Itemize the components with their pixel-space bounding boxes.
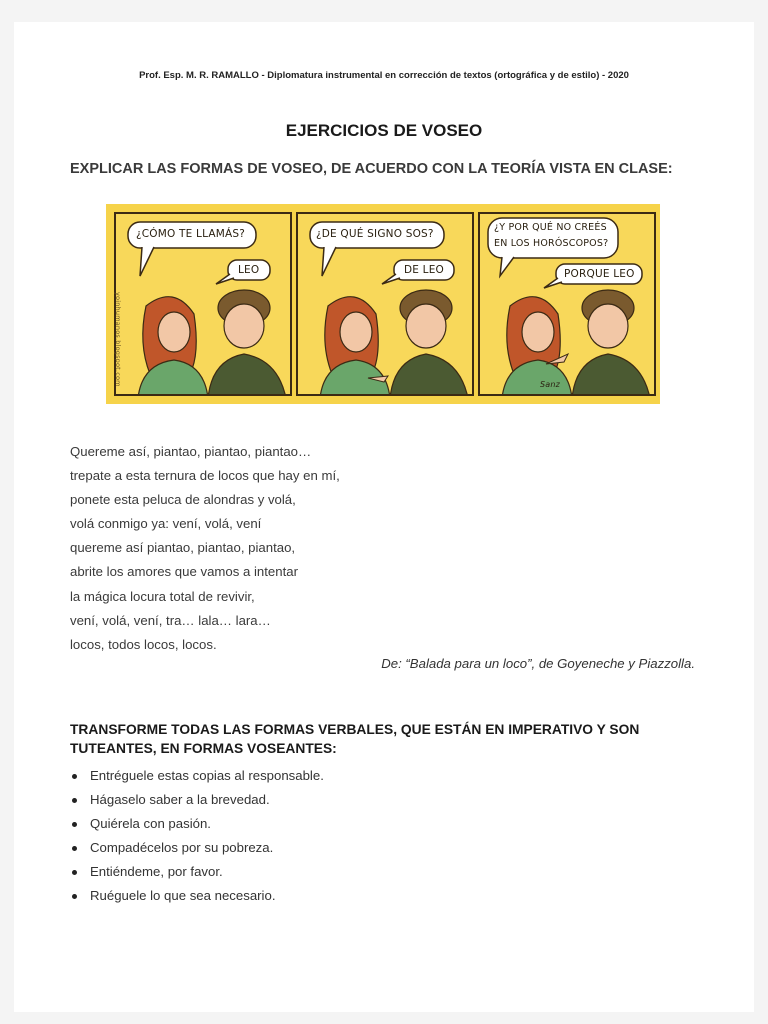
list-item-text: Entréguele estas copias al responsable. — [90, 768, 324, 783]
list-item-text: Quiérela con pasión. — [90, 816, 211, 831]
list-item — [70, 836, 324, 860]
comic-signature: Sanz — [540, 380, 561, 389]
poem-line: la mágica locura total de revivir, — [70, 588, 255, 604]
poem-line: trepate a esta ternura de locos que hay en mí, — [70, 468, 340, 484]
panel-3-answer: PORQUE LEO — [564, 268, 635, 280]
bullet-icon — [72, 870, 77, 875]
poem-line: ponete esta peluca de alondras y volá, — [70, 492, 296, 508]
poem-line: vení, volá, vení, tra… lala… lara… — [70, 612, 271, 628]
comic-panel-1 — [114, 212, 292, 396]
list-item-text: Compadécelos por su pobreza. — [90, 840, 274, 855]
comic-panel-3 — [478, 212, 656, 396]
bullet-icon — [72, 774, 77, 779]
poem-line: locos, todos locos, locos. — [70, 636, 217, 652]
list-item — [70, 860, 324, 884]
transform-heading: TRANSFORME TODAS LAS FORMAS VERBALES, QUE ESTÁN EN IMPERATIVO Y SON TUTEANTES, EN FORMAS VOSEANTES: — [70, 722, 640, 756]
panel-2-question: ¿DE QUÉ SIGNO SOS? — [316, 228, 434, 240]
comic-panel-2-drawing — [298, 214, 474, 396]
poem-block — [70, 440, 340, 657]
panel-1-answer: LEO — [238, 264, 260, 276]
list-item — [70, 812, 324, 836]
panel-2-answer: DE LEO — [404, 264, 445, 276]
panel-3-question-line2: EN LOS HORÓSCOPOS? — [494, 238, 609, 249]
bullet-icon — [72, 894, 77, 899]
poem-line: volá conmigo ya: vení, volá, vení — [70, 516, 262, 532]
list-item — [70, 764, 324, 788]
bullet-icon — [72, 798, 77, 803]
bullet-icon — [72, 846, 77, 851]
exercise-list — [70, 764, 324, 908]
panel-3-question-line1: ¿Y POR QUÉ NO CREÉS — [494, 222, 607, 233]
list-item-text: Entiéndeme, por favor. — [90, 864, 223, 879]
page-title: EJERCICIOS DE VOSEO — [285, 121, 483, 140]
list-item-text: Ruéguele lo que sea necesario. — [90, 888, 276, 903]
list-item — [70, 788, 324, 812]
instruction-heading: EXPLICAR LAS FORMAS DE VOSEO, DE ACUERDO CON LA TEORÍA VISTA EN CLASE: — [70, 161, 673, 177]
list-item-text: Hágaselo saber a la brevedad. — [90, 792, 270, 807]
panel-1-question: ¿CÓMO TE LLAMÁS? — [136, 228, 246, 240]
poem-line: quereme así piantao, piantao, piantao, — [70, 540, 296, 556]
poem-line: Quereme así, piantao, piantao, piantao… — [70, 444, 312, 459]
bullet-icon — [72, 822, 77, 827]
poem-attribution: De: “Balada para un loco”, de Goyeneche y Piazzolla. — [381, 656, 695, 671]
document-header: Prof. Esp. M. R. RAMALLO - Diplomatura instrumental en corrección de textos (ortográfica y de estilo) - 2020 — [139, 70, 629, 81]
list-item — [70, 884, 324, 908]
comic-side-credit: yoinhumanos.blogspot.com — [114, 292, 122, 387]
comic-panel-1-drawing — [116, 214, 292, 396]
comic-strip — [106, 204, 660, 404]
poem-line: abrite los amores que vamos a intentar — [70, 564, 298, 580]
comic-panel-2 — [296, 212, 474, 396]
